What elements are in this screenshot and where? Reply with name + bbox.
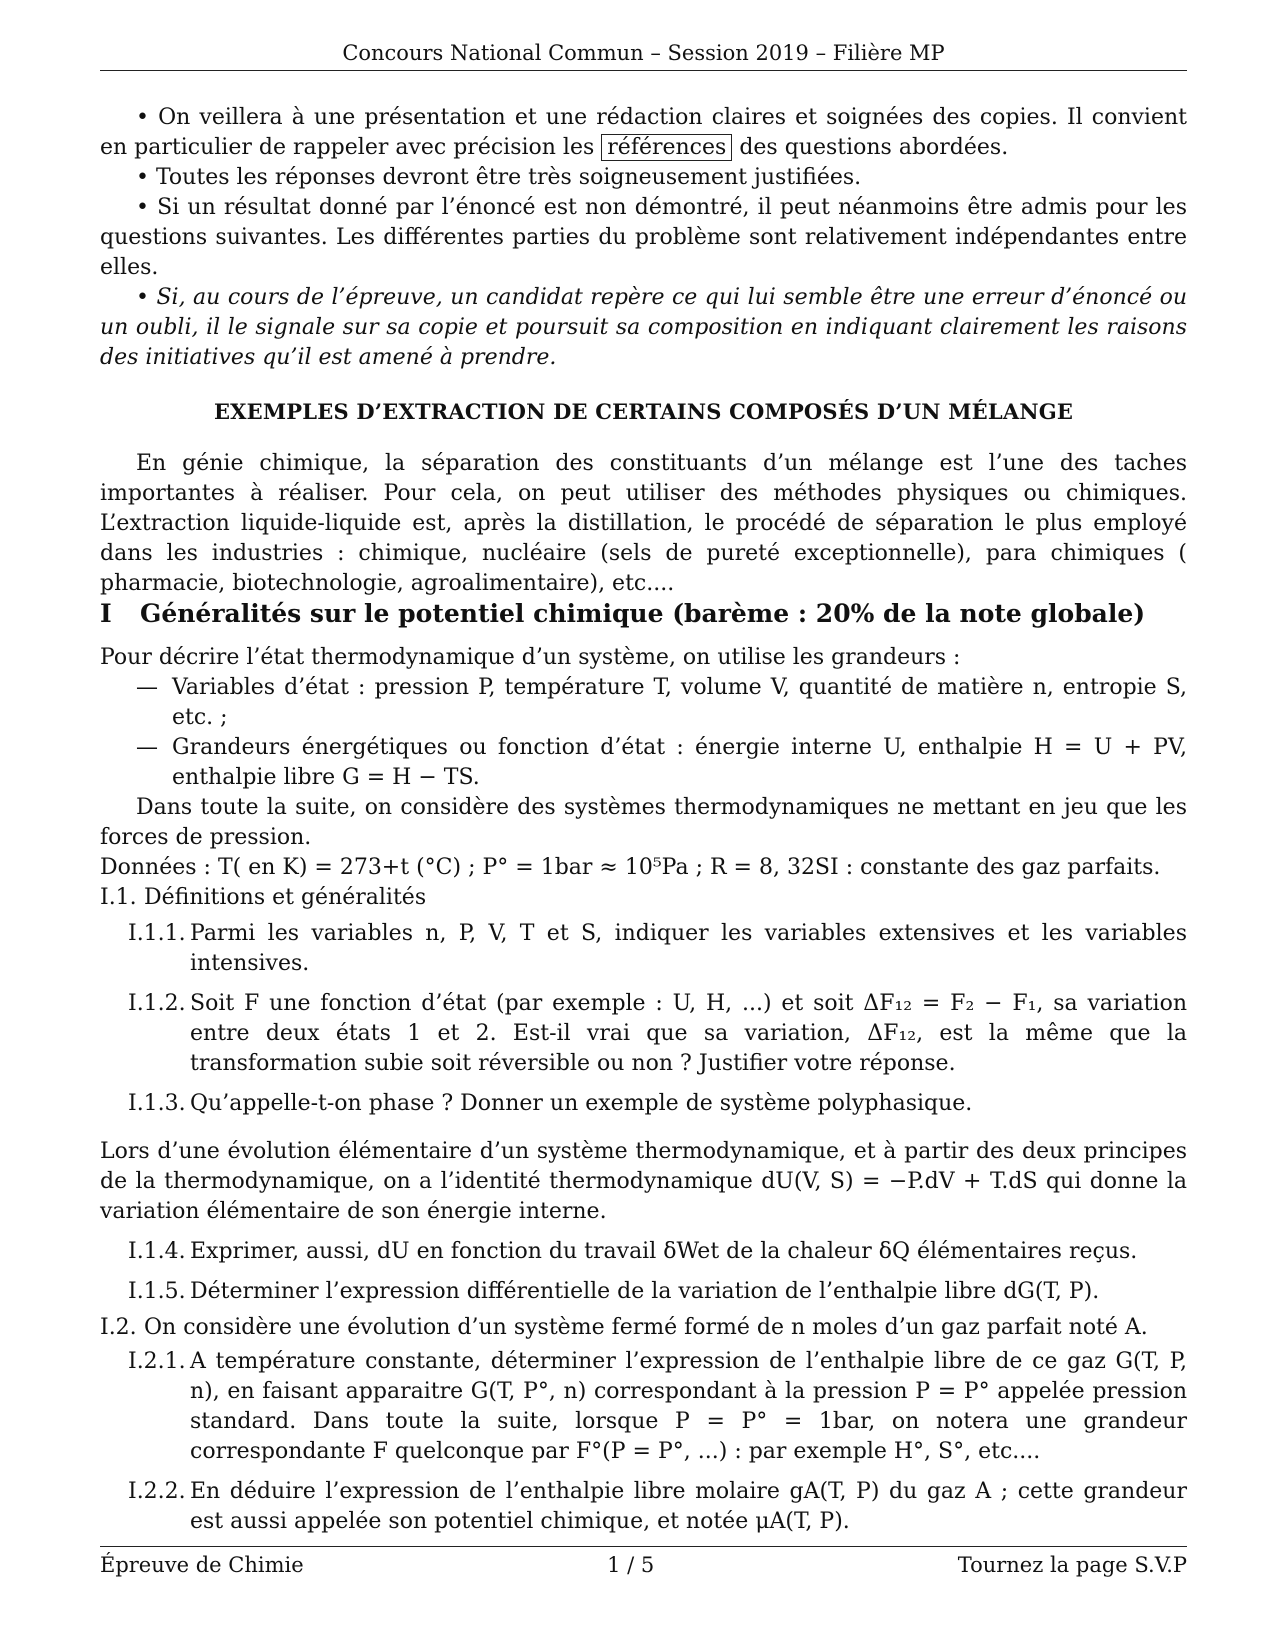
instruction-1 [100, 103, 1187, 163]
question-1-1-2 [128, 989, 1187, 1079]
dash-bullet: — [136, 735, 158, 760]
question-1-2-2 [128, 1477, 1187, 1537]
question-1-1-1 [128, 919, 1187, 979]
document-title: EXEMPLES D’EXTRACTION DE CERTAINS COMPOSÉS D’UN MÉLANGE [213, 399, 1074, 424]
footer-turn-page: Tournez la page S.V.P [957, 1553, 1187, 1577]
instruction-1-text: • On veillera à une présentation et une rédaction claires et soignées des copies. Il convient en particulier de rappeler avec précision les [100, 105, 1187, 160]
question-label: I.1.3. [128, 1091, 186, 1116]
dash-bullet: — [136, 675, 158, 700]
subsection-label: I.1. [100, 885, 137, 910]
instruction-3: • Si un résultat donné par l’énoncé est non démontré, il peut néanmoins être admis pour les questions suivantes. Les différentes parties du problème sont relativement indépendantes entre elles. [100, 195, 1187, 280]
page-number: 1 / 5 [607, 1553, 655, 1577]
question-1-1-4 [128, 1237, 1187, 1267]
question-1-2-1 [128, 1347, 1187, 1467]
references-box: références [601, 134, 732, 161]
question-text: Parmi les variables n, P, V, T et S, indiquer les variables extensives et les variables intensives. [190, 921, 1187, 976]
page-header: Concours National Commun – Session 2019 – Filière MP [100, 40, 1187, 71]
part-lead: Pour décrire l’état thermodynamique d’un système, on utilise les grandeurs : [100, 645, 961, 670]
question-text: Qu’appelle-t-on phase ? Donner un exemple de système polyphasique. [190, 1091, 973, 1116]
instruction-1-end: des questions abordées. [732, 135, 1009, 160]
question-text: A température constante, déterminer l’expression de l’enthalpie libre de ce gaz G(T, P, n), en faisant apparaitre G(T, P°, n) correspondant à la pression P = P° appelée pression standard. Dans toute la suite, lorsque P = P° = 1bar, on notera une grandeur correspondante F quelconque par F°(P = P°, ...) : par exemple H°, S°, etc.... [190, 1349, 1187, 1464]
intro-paragraph: En génie chimique, la séparation des constituants d’un mélange est l’une des taches importantes à réaliser. Pour cela, on peut utiliser des méthodes physiques ou chimiques. L’extraction liquide-liquide est, après la distillation, le procédé de séparation le plus employé dans les industries : chimique, nucléaire (sels de pureté exceptionnelle), para chimiques ( pharmacie, biotechnologie, agroalimentaire), etc.... [100, 451, 1187, 596]
question-label: I.1.4. [128, 1239, 186, 1264]
question-text: Soit F une fonction d’état (par exemple : U, H, ...) et soit ΔF₁₂ = F₂ − F₁, sa variation entre deux états 1 et 2. Est-il vrai que sa variation, ΔF₁₂, est la même que la transformation subie soit réversible ou non ? Justifier votre réponse. [190, 991, 1187, 1076]
question-label: I.1.1. [128, 921, 186, 946]
identity-paragraph: Lors d’une évolution élémentaire d’un système thermodynamique, et à partir des deux principes de la thermodynamique, on a l’identité thermodynamique dU(V, S) = −P.dV + T.dS qui donne la variation élémentaire de son énergie interne. [100, 1139, 1187, 1224]
question-label: I.1.2. [128, 991, 186, 1016]
subsection-label: I.2. [100, 1315, 137, 1340]
list-item [136, 673, 1187, 733]
page-footer [100, 1546, 1187, 1577]
page-content [100, 103, 1187, 1537]
question-1-1-5 [128, 1277, 1187, 1307]
data-line: Données : T( en K) = 273+t (°C) ; P° = 1bar ≈ 10⁵Pa ; R = 8, 32SI : constante des gaz parfaits. [100, 855, 1161, 880]
energy-functions-text: Grandeurs énergétiques ou fonction d’état : énergie interne U, enthalpie H = U + PV, enthalpie libre G = H − TS. [172, 735, 1187, 790]
part-title: Généralités sur le potentiel chimique (barème : 20% de la note globale) [140, 599, 1146, 628]
question-1-1-3 [128, 1089, 1187, 1119]
footer-exam-name: Épreuve de Chimie [100, 1553, 304, 1577]
question-label: I.2.1. [128, 1349, 186, 1374]
list-item [136, 733, 1187, 793]
question-text: Exprimer, aussi, dU en fonction du travail δWet de la chaleur δQ élémentaires reçus. [190, 1239, 1138, 1264]
assumption-paragraph: Dans toute la suite, on considère des systèmes thermodynamiques ne mettant en jeu que les forces de pression. [100, 795, 1187, 850]
question-label: I.2.2. [128, 1479, 186, 1504]
question-label: I.1.5. [128, 1279, 186, 1304]
subsection-title: On considère une évolution d’un système fermé formé de n moles d’un gaz parfait noté A. [144, 1315, 1148, 1340]
instruction-4: • Si, au cours de l’épreuve, un candidat repère ce qui lui semble être une erreur d’énoncé ou un oubli, il le signale sur sa copie et poursuit sa composition en indiquant clairement les raisons des initiatives qu’il est amené à prendre. [100, 285, 1187, 370]
instruction-2: • Toutes les réponses devront être très soigneusement justifiées. [136, 165, 862, 190]
part-heading [100, 599, 1187, 629]
question-text: En déduire l’expression de l’enthalpie libre molaire gA(T, P) du gaz A ; cette grandeur est aussi appelée son potentiel chimique, et notée μA(T, P). [190, 1479, 1187, 1534]
subsection-1-2 [100, 1313, 1187, 1343]
subsection-title: Définitions et généralités [144, 885, 427, 910]
subsection-1-1 [100, 883, 1187, 913]
part-number: I [100, 599, 112, 628]
question-text: Déterminer l’expression différentielle de la variation de l’enthalpie libre dG(T, P). [190, 1279, 1100, 1304]
state-variables-text: Variables d’état : pression P, température T, volume V, quantité de matière n, entropie S, etc. ; [172, 675, 1187, 730]
